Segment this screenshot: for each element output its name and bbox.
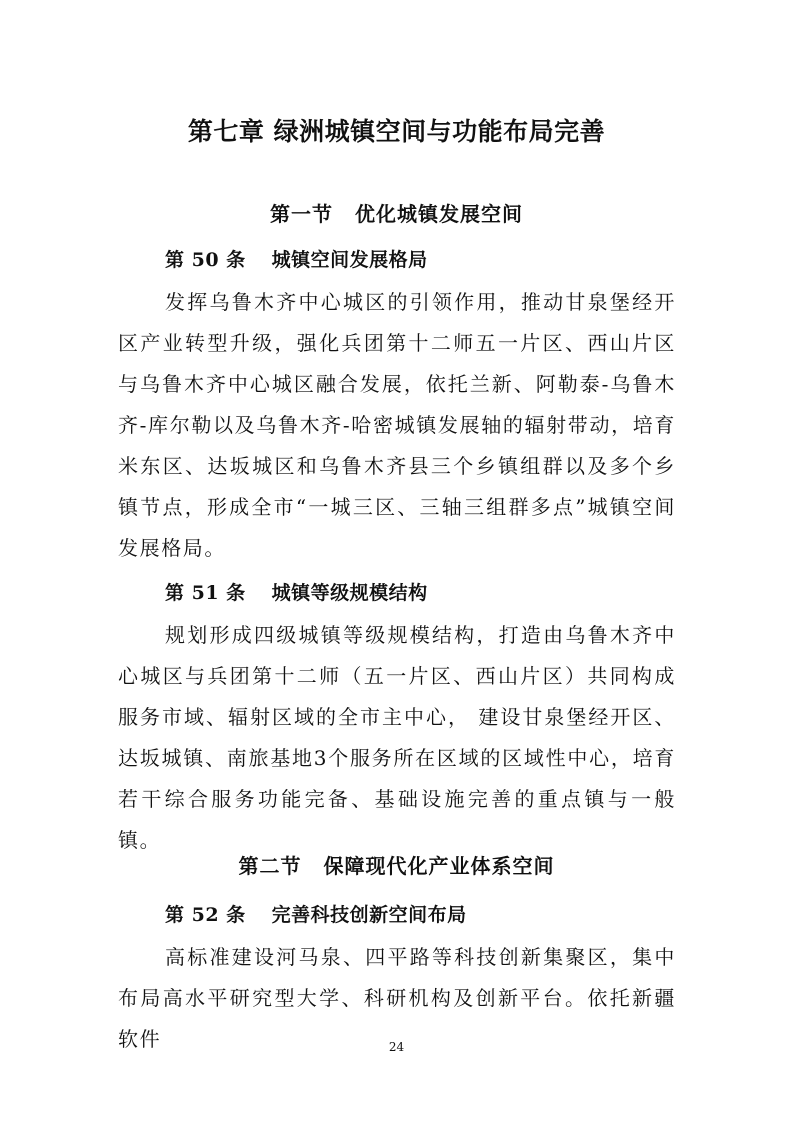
article-number: 第 52 条 [165, 904, 246, 926]
section-title-2 [0, 850, 793, 879]
article-51-paragraph: 规划形成四级城镇等级规模结构，打造由乌鲁木齐中心城区与兵团第十二师（五一片区、西山片区）共同构成服务市域、辐射区域的全市主中心， 建设甘泉堡经开区、达坂城镇、南旅基地3个服务所在区域的区域性中心，培育若干综合服务功能完备、基础设施完善的重点镇与一般镇。 [118, 623, 676, 852]
article-number: 第 50 条 [165, 249, 246, 271]
section-title-1 [0, 198, 793, 227]
article-heading: 城镇等级规模结构 [271, 582, 428, 604]
article-heading: 完善科技创新空间布局 [271, 904, 467, 926]
article-title-52 [165, 900, 467, 927]
section-heading: 保障现代化产业体系空间 [323, 854, 555, 878]
article-title-51 [165, 578, 428, 605]
article-heading: 城镇空间发展格局 [271, 249, 428, 271]
article-52-paragraph: 高标准建设河马泉、四平路等科技创新集聚区，集中布局高水平研究型大学、科研机构及创新平台。依托新疆软件 [118, 945, 676, 1051]
section-number: 第二节 [238, 854, 302, 878]
article-title-50 [165, 245, 428, 272]
section-heading: 优化城镇发展空间 [355, 202, 523, 226]
chapter-title: 第七章 绿洲城镇空间与功能布局完善 [187, 117, 606, 146]
article-50-paragraph: 发挥乌鲁木齐中心城区的引领作用，推动甘泉堡经开区产业转型升级，强化兵团第十二师五一片区、西山片区与乌鲁木齐中心城区融合发展，依托兰新、阿勒泰-乌鲁木齐-库尔勒以及乌鲁木齐-哈密城镇发展轴的辐射带动，培育米东区、达坂城区和乌鲁木齐县三个乡镇组群以及多个乡镇节点，形成全市“一城三区、三轴三组群多点”城镇空间发展格局。 [118, 290, 676, 560]
page-number: 24 [388, 1040, 405, 1054]
article-number: 第 51 条 [165, 582, 246, 604]
section-number: 第一节 [270, 202, 333, 226]
